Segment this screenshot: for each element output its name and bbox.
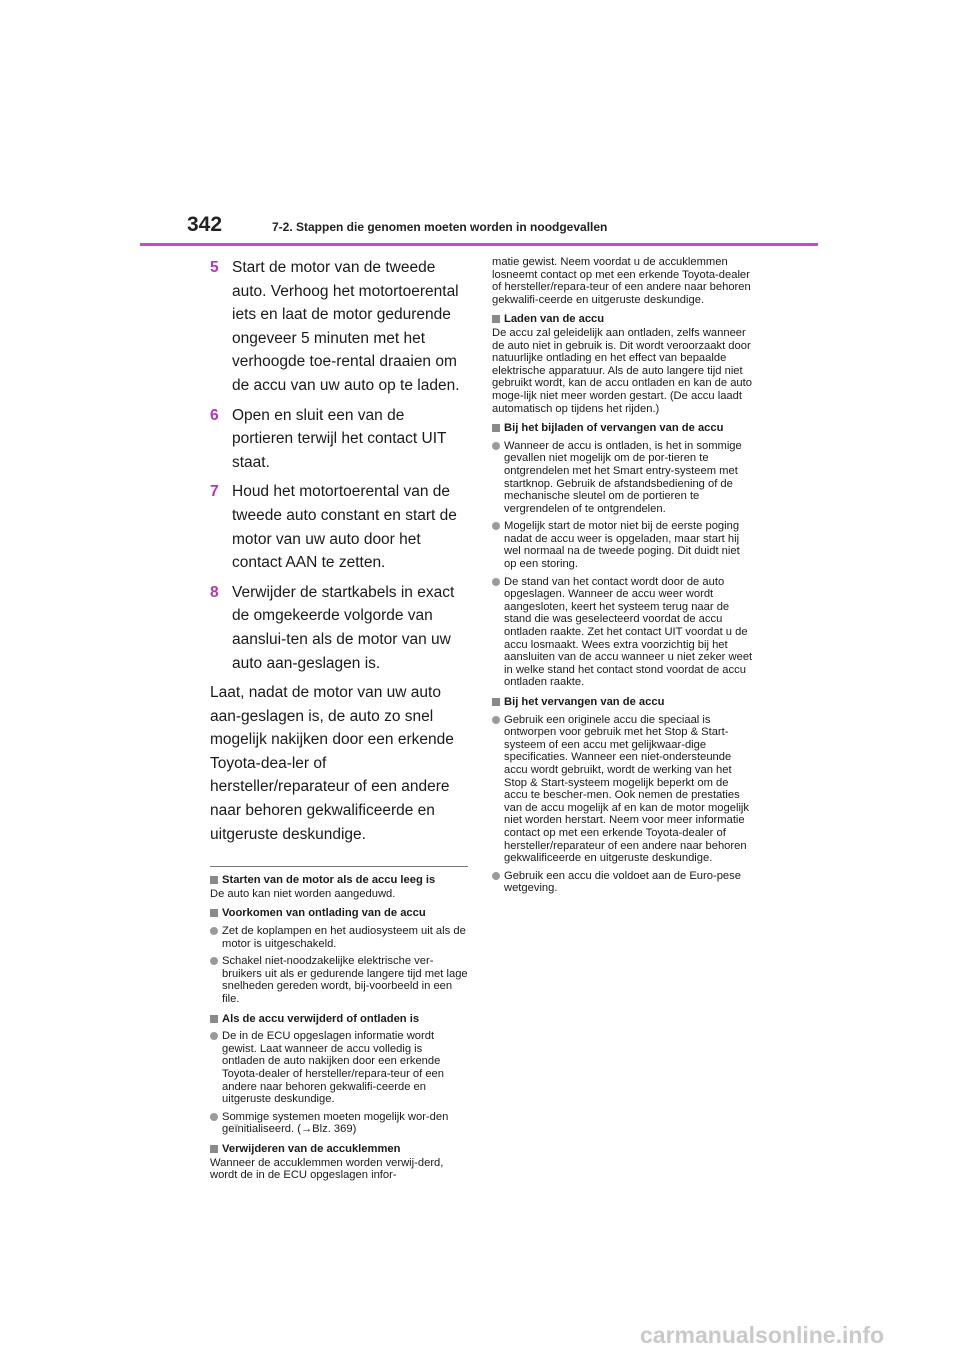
bullet-item <box>210 925 468 950</box>
square-bullet-icon <box>210 907 222 920</box>
bullet-item <box>210 1111 468 1136</box>
bullet-text: De in de ECU opgeslagen informatie wordt gewist. Laat wanneer de accu volledig is ontladen de auto nakijken door een erkende Toyota-dealer of hersteller/repara-teur of een andere naar behoren gekwalifi-ceerde en uitgeruste deskundige. <box>222 1030 445 1106</box>
body-paragraph: Laat, nadat de motor van uw auto aan-geslagen is, de auto zo snel mogelijk nakijken door een erkende Toyota-dea-ler of hersteller/reparateur of een andere naar behoren gekwalificeerde en uitgeruste deskundige. <box>210 684 454 843</box>
note-title: Verwijderen van de accuklemmen <box>222 1142 401 1155</box>
watermark: carmanualsonline.info <box>640 1322 885 1348</box>
left-column <box>210 256 468 1182</box>
bullet-text: Zet de koplampen en het audiosysteem uit als de motor is uitgeschakeld. <box>222 925 466 950</box>
round-bullet-icon <box>492 714 504 865</box>
square-bullet-icon <box>492 313 504 326</box>
round-bullet-icon <box>210 925 222 950</box>
step-text: Start de motor van de tweede auto. Verhoog het motortoerental iets en laat de motor gedurende ongeveer 5 minuten met het verhoogde toe-rental draaien om de accu van uw auto op te laden. <box>232 259 460 394</box>
square-bullet-icon <box>492 422 504 435</box>
note-heading <box>210 1013 468 1026</box>
right-column <box>492 256 754 895</box>
round-bullet-icon <box>492 870 504 895</box>
bullet-item <box>210 1030 468 1106</box>
note-title: Bij het bijladen of vervangen van de accu <box>504 422 724 435</box>
step-6 <box>210 404 468 475</box>
section-title: 7-2. Stappen die genomen moeten worden in noodgevallen <box>272 220 608 234</box>
bullet-text: Sommige systemen moeten mogelijk wor-den geïnitialiseerd. (→Blz. 369) <box>222 1110 449 1136</box>
bullet-item <box>492 520 754 570</box>
note-heading <box>492 422 754 435</box>
note-text: De auto kan niet worden aangeduwd. <box>210 887 396 900</box>
note-heading <box>492 696 754 709</box>
note-title: Bij het vervangen van de accu <box>504 696 665 708</box>
round-bullet-icon <box>492 576 504 689</box>
note-title: Voorkomen van ontlading van de accu <box>222 907 426 920</box>
bullet-text: Wanneer de accu is ontladen, is het in sommige gevallen niet mogelijk om de por-tieren te ontgrendelen met het Smart entry-systeem met startknop. Gebruik de afstandsbediening of de mechanische sleutel om de portieren te vergrendelen of te ontgrendelen. <box>504 439 742 515</box>
page-number: 342 <box>187 213 223 236</box>
bullet-text: Gebruik een accu die voldoet aan de Euro-pese wetgeving. <box>504 869 741 895</box>
bullet-item <box>492 440 754 516</box>
step-number: 7 <box>210 483 219 501</box>
step-5 <box>210 256 468 398</box>
round-bullet-icon <box>210 1111 222 1136</box>
step-text: Open en sluit een van de portieren terwijl het contact UIT staat. <box>232 406 447 471</box>
step-text: Verwijder de startkabels in exact de omgekeerde volgorde van aanslui-ten als de motor van uw auto aan-geslagen is. <box>232 583 455 672</box>
step-number: 6 <box>210 406 219 424</box>
note-text: De accu zal geleidelijk aan ontladen, zelfs wanneer de auto niet in gebruik is. Dit wordt veroorzaakt door natuurlijke ontlading en het effect van bepaalde elektrische apparatuur. Als de auto langere tijd niet gebruikt wordt, kan de accu ontladen en kan de auto moge-lijk niet meer worden gestart. (De accu laadt automatisch op tijdens het rijden.) <box>492 326 752 415</box>
bullet-item <box>492 870 754 895</box>
bullet-text: Schakel niet-noodzakelijke elektrische ver-bruikers uit als er gedurende langere tijd met lage snelheden gereden wordt, bij-voorbeeld in een file. <box>222 955 468 1005</box>
note-text-continued: matie gewist. Neem voordat u de accuklemmen losneemt contact op met een erkende Toyota-dealer of hersteller/repara-teur of een andere naar behoren gekwalifi-ceerde en uitgeruste deskundige. <box>492 256 751 306</box>
note-heading <box>210 874 468 887</box>
square-bullet-icon <box>210 1013 222 1026</box>
round-bullet-icon <box>210 955 222 1005</box>
note-title: Als de accu verwijderd of ontladen is <box>222 1012 420 1025</box>
bullet-text: Gebruik een originele accu die speciaal is ontworpen voor gebruik met het Stop & Start-systeem of een accu met gelijkwaar-dige specificaties. Wanneer een niet-ondersteunde accu wordt gebruikt, wordt de werking van het Stop & Start-systeem mogelijk beperkt om de accu te bescher-men. Ook nemen de prestaties van de accu mogelijk af en kan de motor mogelijk niet worden herstart. Neem voor meer informatie contact op met een erkende Toyota-dealer of hersteller/reparateur of een andere naar behoren gekwalificeerde en uitgeruste deskundige. <box>504 713 750 865</box>
bullet-item <box>210 955 468 1005</box>
step-8 <box>210 581 468 675</box>
note-heading <box>210 907 468 920</box>
step-number: 8 <box>210 583 219 601</box>
note-text: Wanneer de accuklemmen worden verwij-derd, wordt de in de ECU opgeslagen infor- <box>210 1156 444 1182</box>
note-title: Starten van de motor als de accu leeg is <box>222 874 436 887</box>
step-text: Houd het motortoerental van de tweede auto constant en start de motor van uw auto door het contact AAN te zetten. <box>232 483 457 572</box>
round-bullet-icon <box>492 520 504 570</box>
bullet-text: De stand van het contact wordt door de auto opgeslagen. Wanneer de accu weer wordt aangesloten, keert het systeem terug naar de stand die was geselecteerd voordat de accu ontladen raakte. Zet het contact UIT voordat u de accu losmaakt. Wees extra voorzichtig bij het aansluiten van de accu wanneer u niet zeker weet in welke stand het contact stond voordat de accu ontladen raakte. <box>504 575 753 689</box>
round-bullet-icon <box>492 440 504 516</box>
bullet-item <box>492 714 754 865</box>
bullet-text: Mogelijk start de motor niet bij de eerste poging nadat de accu weer is opgeladen, maar start hij wel normaal na de tweede poging. Dit duidt niet op een storing. <box>504 520 740 571</box>
note-heading <box>492 313 754 326</box>
round-bullet-icon <box>210 1030 222 1106</box>
header-rule <box>140 243 818 246</box>
section-divider <box>210 866 468 867</box>
note-heading <box>210 1143 468 1156</box>
square-bullet-icon <box>492 696 504 709</box>
square-bullet-icon <box>210 1143 222 1156</box>
square-bullet-icon <box>210 874 222 887</box>
step-7 <box>210 480 468 574</box>
step-number: 5 <box>210 259 219 276</box>
note-title: Laden van de accu <box>504 313 605 326</box>
bullet-item <box>492 576 754 689</box>
